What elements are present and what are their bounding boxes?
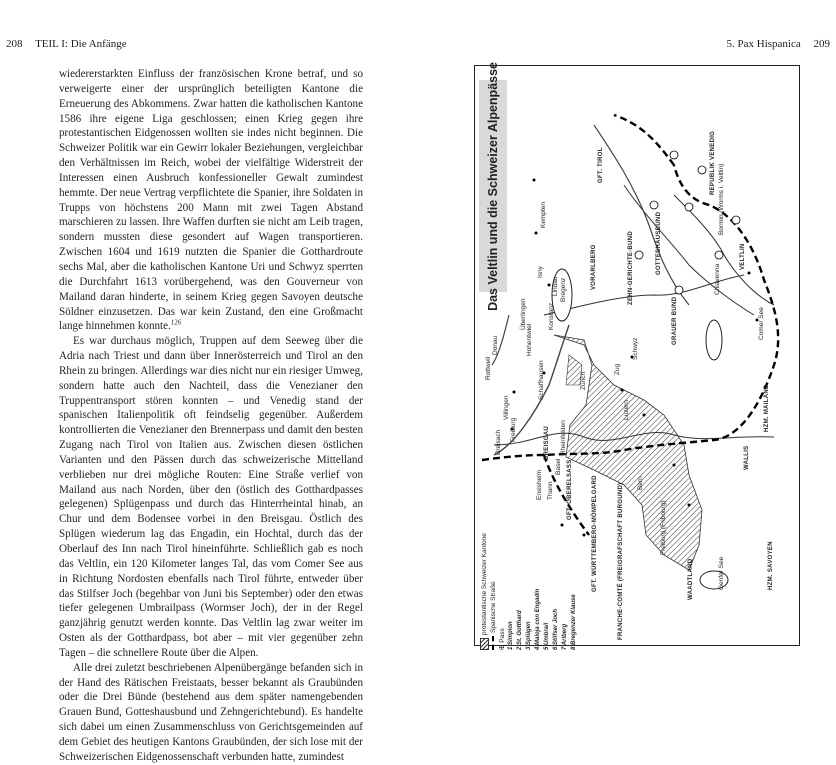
- label-franche-comte: FRANCHE-COMTÉ (FREIGRAFSCHAFT BURGUND): [618, 482, 624, 640]
- place-genfer-see: Genfer See: [718, 556, 725, 590]
- place-isny: Isny: [537, 266, 544, 278]
- place-fribourg: Freiburg (Fribourg): [660, 500, 667, 555]
- right-running-title: 5. Pax Hispanica: [726, 38, 801, 50]
- paragraph-1-text: wiedererstarkten Einfluss der französischen Krone betraf, und so verweigerte einer der ursprünglich beteiligten Kantone die Erneuerung des Abkommens. Zwar hatten die katholischen Kantone 1586 ihre eigene Liga geschlossen; einen Krieg gegen ihre protestantischen Eidgenossen wollten sie indes nicht beginnen. Die Schweizer Politik war ein Gewirr lokaler Beziehungen, vergleichbar den Verhältnissen im Reich, wobei der vielfältige Widerstreit der Interessen einen Ausbruch konfessioneller Gewalt zumindest hemmte. Der neue Vertrag verpflichtete die Spanier, ihre Soldaten in Trupps von höchstens 200 Mann mit zwei Tagen Abstand marschieren zu lassen. Ihre Waffen durften sie nicht am Leib tragen, sondern mussten diese gesondert auf Wagen transportieren. Zwischen 1604 und 1619 nutzten die Spanier die Gotthardroute sechs Mal, aber die katholischen Kantone Uri und Schwyz sperrten die Durchfahrt 1613 vorübergehend, was den Gouverneur von Mailand daran hinderte, in seinem Krieg gegen Savoyen deutsche Söldner einzusetzen. Das war kein Zustand, den eine Großmacht lange hinnehmen konnte.: [59, 68, 364, 333]
- place-schaffhausen: Schaffhausen: [538, 360, 545, 400]
- legend-road: [489, 533, 498, 650]
- place-ueberlingen: Überlingen: [520, 298, 527, 330]
- hatch-swatch: [480, 638, 489, 650]
- paragraph-2: Es war durchaus möglich, Truppen auf dem Seeweg über die Adria nach Triest und dann über Innerösterreich und Tirol an den Rhein zu bringen. Allerdings war dies nicht nur ein riesiger Umweg, sondern hatte auch den Nachteil, dass die Venezianer den Truppentransport stören konnten – und Venedig stand der spanischen Italienpolitik oft feindselig gegenüber. Außerdem kontrollierten die Venezianer den Brennerpass und damit den besten Zugang nach Tirol von Italien aus. Zwischen diesen östlichen Varianten und den Pässen durch das schweizerische Mittelland verblieben nur drei mögliche Routen: Eine Straße verlief von Mailand aus nach Norden, über den (östlich des Gotthardpasses gelegenen) Splügenpass und durch das Hinterrheintal hinab, an Chur und dem Bodensee vorbei in den Breisgau. Östlich des Splügen wiederum lag das Engadin, ein Hochtal, durch das der Oberlauf des Inn nach Tirol hineinführte. Schließlich gab es noch das Veltlin, ein 120 Kilometer langes Tal, das vom Comer See aus in Richtung Nordosten ebenfalls nach Tirol führte, entweder über das Stilfser Joch (begehbar von Juni bis September) oder den etwas tiefer gelegenen Umbrailpass (Wormser Joch), der in der Regel ganzjährig genutzt werden konnte. Das Veltlin lag zwar weiter im Osten als der Gotthardpass, bot aber – mit vier gegenüber zehn Tagen – die schnellere Route über die Alpen.: [59, 335, 363, 659]
- place-freiburg-b: Freiburg: [510, 417, 517, 442]
- label-wallis: WALLIS: [744, 445, 750, 470]
- footnote-marker: 126: [170, 318, 182, 327]
- right-page-header: [727, 38, 830, 50]
- place-lindau: Lindau: [552, 276, 559, 296]
- label-tirol: GFT. TIROL: [598, 147, 604, 183]
- paragraph-3: Alle drei zuletzt beschriebenen Alpenübergänge befanden sich in der Hand des Rätischen Freistaats, besser bekannt als Graubünden oder die Drei Bünde (bestehend aus dem später namengebenden Grauen Bund, Gotteshausbund und Zehngerichtebund). Es handelte sich dabei um einen Zusammenschluss von Gerichtsgemeinden auf dem Gebiet des heutigen Kantons Graubünden, der sich lose mit der Schweizerischen Eidgenossenschaft verbunden hatte, zumindest: [59, 661, 363, 763]
- place-basel: Basel: [555, 458, 562, 475]
- place-rheinfelden: Rheinfelden: [560, 420, 567, 455]
- right-page-number: 209: [813, 38, 830, 50]
- place-konstanz: Konstanz: [548, 302, 555, 330]
- place-zug: Zug: [614, 363, 621, 375]
- label-oberelsass: GFT. OBERELSASS: [567, 459, 573, 520]
- label-savoyen: HZM. SAVOYEN: [768, 541, 774, 590]
- pass-icon: ✠: [499, 642, 506, 650]
- map-title: Das Veltlin und die Schweizer Alpenpässe: [486, 61, 500, 311]
- legend-pass-7: 7 Arlberg: [562, 623, 568, 650]
- left-page-header: [6, 38, 127, 50]
- legend-pass-3: 3 Splügen: [526, 621, 532, 650]
- label-veltlin: VELTLIN: [740, 243, 746, 270]
- body-text: [59, 67, 363, 765]
- place-thann: Thann: [547, 481, 554, 500]
- legend-pass-header: [498, 533, 507, 650]
- label-zehngerichtebund: ZEHN-GERICHTE-BUND: [628, 230, 634, 305]
- label-grauer-bund: GRAUER BUND: [672, 296, 678, 345]
- legend-pass-header-label: Pass: [499, 628, 506, 643]
- place-bern: Bern: [637, 476, 644, 490]
- place-hohentwiel: Hohentwiel: [526, 323, 533, 356]
- legend-protestant: [480, 533, 489, 650]
- place-zuerich: Zürich: [580, 371, 587, 390]
- lake-comer-see: [706, 320, 722, 360]
- label-vorarlberg: VORARLBERG: [591, 244, 597, 290]
- legend-road-label: Spanische Straße: [490, 581, 497, 633]
- left-page-number: 208: [6, 38, 23, 50]
- place-luzern: Luzern: [623, 400, 630, 420]
- place-rottweil: Rottweil: [485, 356, 492, 380]
- place-donau: Donau: [492, 335, 499, 355]
- place-breisach: Breisach: [495, 429, 502, 455]
- left-running-title: TEIL I: Die Anfänge: [35, 38, 127, 50]
- legend-pass-4: 4 Maloja con Engadin: [535, 588, 541, 650]
- legend-pass-6: 6 Stilfser Joch: [553, 608, 559, 650]
- legend-pass-5: 5 Umbrail: [544, 622, 550, 650]
- label-mailand: HZM. MAILAND: [764, 384, 770, 432]
- place-schwyz: Schwyz: [632, 337, 639, 360]
- legend-pass-1: 1 Simplon: [508, 621, 514, 650]
- place-ensisheim: Ensisheim: [536, 470, 543, 500]
- place-villingen: Villingen: [503, 395, 510, 420]
- place-comer-see: Comer See: [758, 307, 765, 340]
- label-waadtland: WAADTLAND: [688, 558, 694, 600]
- label-gotteshausbund: GOTTESHAUSBUND: [656, 211, 662, 275]
- dash-swatch: [492, 636, 494, 650]
- legend-pass-2: 2 St. Gotthard: [517, 610, 523, 650]
- place-chiavenna: Chiavenna: [714, 263, 721, 295]
- label-wuerttemberg: GFT. WÜRTTEMBERG-MÖMPELGARD: [592, 475, 598, 592]
- label-venedig: REPUBLIK VENEDIG: [710, 130, 716, 195]
- paragraph-1: [59, 67, 363, 334]
- map-title-box: [479, 61, 507, 311]
- place-kempten: Kempten: [540, 201, 547, 228]
- legend-protestant-label: protestantische Schweizer Kantone: [481, 533, 489, 635]
- label-breisgau: BREISGAU: [544, 425, 550, 460]
- place-bregenz: Bregenz: [560, 277, 567, 302]
- legend-pass-8: 8 Bregenzer Klause: [571, 594, 577, 650]
- place-bormio: Bormio (Worms i. Veltlin): [718, 163, 725, 235]
- spanish-road: [614, 115, 674, 165]
- map-legend: [480, 533, 579, 650]
